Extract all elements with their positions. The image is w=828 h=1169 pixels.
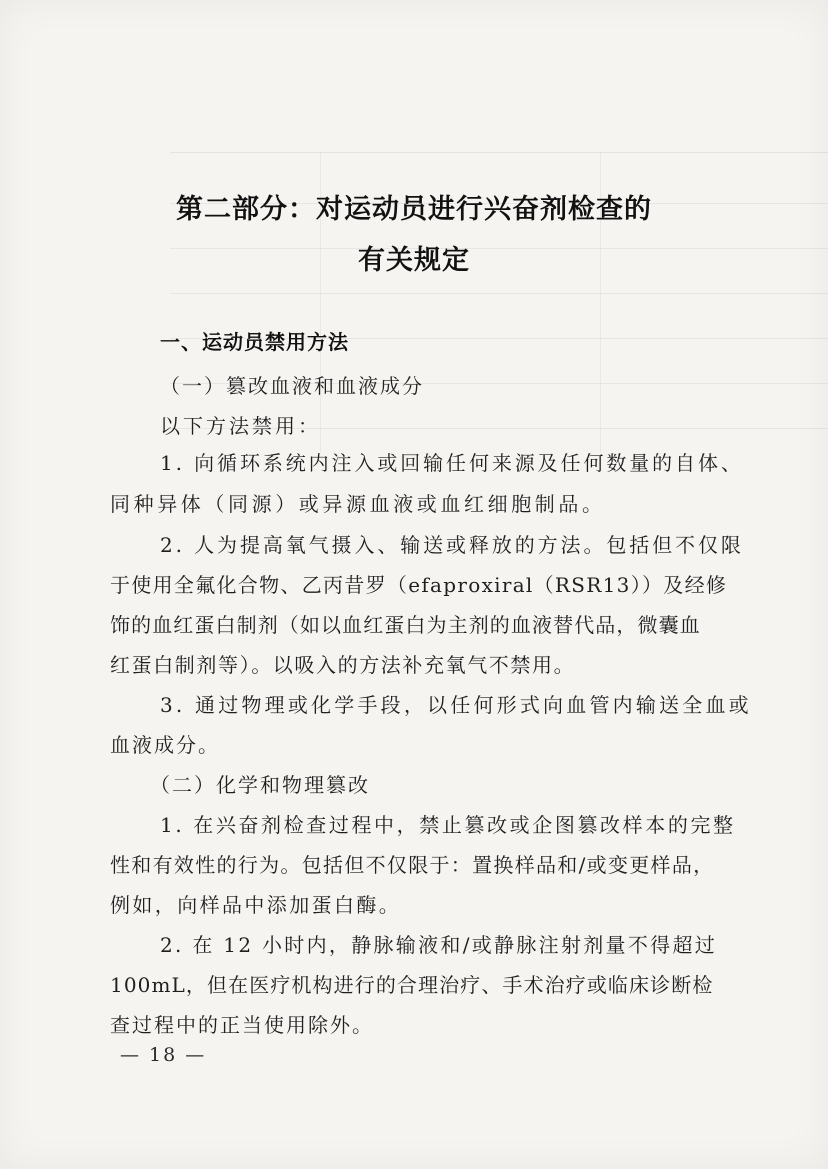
- page-number: — 18 —: [120, 1044, 207, 1066]
- page-title-line2: 有关规定: [358, 245, 470, 276]
- paragraph-line: 查过程中的正当使用除外。: [110, 1013, 374, 1037]
- paragraph-line: 3. 通过物理或化学手段，以任何形式向血管内输送全血或: [160, 693, 752, 717]
- paragraph-line: 2. 人为提高氧气摄入、输送或释放的方法。包括但不仅限: [160, 533, 744, 557]
- paragraph-line: 100mL，但在医疗机构进行的合理治疗、手术治疗或临床诊断检: [110, 973, 714, 997]
- paragraph-line: 例如，向样品中添加蛋白酶。: [110, 893, 402, 917]
- page-title-line1: 第二部分：对运动员进行兴奋剂检查的: [176, 194, 652, 225]
- paragraph-line: 1. 向循环系统内注入或回输任何来源及任何数量的自体、: [160, 451, 744, 475]
- paragraph-line: 饰的血红蛋白制剂（如以血红蛋白为主剂的血液替代品，微囊血: [110, 613, 701, 637]
- paragraph-line: 红蛋白制剂等）。以吸入的方法补充氧气不禁用。: [110, 653, 576, 677]
- section-heading: 一、运动员禁用方法: [160, 330, 349, 354]
- paragraph-line: 2. 在 12 小时内，静脉输液和/或静脉注射剂量不得超过: [160, 933, 718, 957]
- paragraph-line: 同种异体（同源）或异源血液或血红细胞制品。: [110, 492, 606, 516]
- subsection-heading-1: （一）篡改血液和血液成分: [160, 374, 424, 398]
- paragraph-line: 于使用全氟化合物、乙丙昔罗（efaproxiral（RSR13））及经修: [110, 573, 728, 597]
- subsection-heading-2: （二）化学和物理篡改: [150, 773, 370, 797]
- paragraph-line: 性和有效性的行为。包括但不仅限于：置换样品和/或变更样品，: [110, 853, 715, 877]
- paragraph-line: 1. 在兴奋剂检查过程中，禁止篡改或企图篡改样本的完整: [160, 813, 736, 837]
- paragraph-line: 血液成分。: [110, 733, 220, 757]
- paragraph-intro: 以下方法禁用：: [160, 414, 321, 438]
